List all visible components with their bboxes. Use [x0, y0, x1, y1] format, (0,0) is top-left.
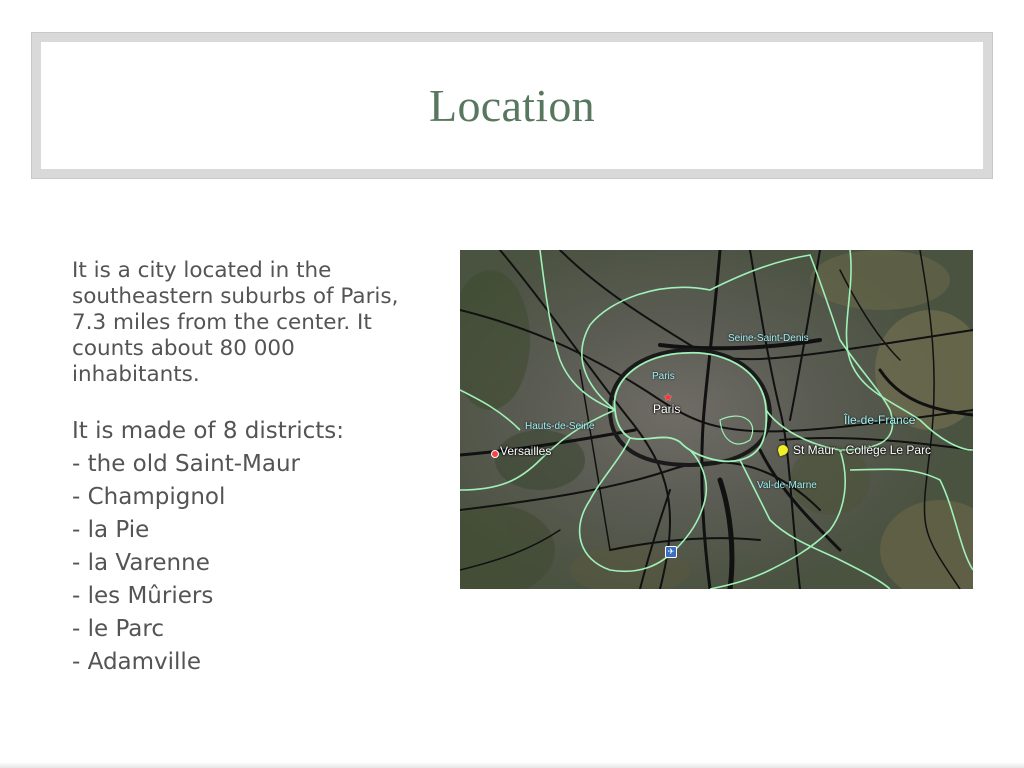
- districts-list: [72, 448, 402, 679]
- title-frame: [31, 32, 993, 179]
- slide-title: Location: [429, 80, 595, 131]
- districts-intro: It is made of 8 districts:: [72, 418, 345, 444]
- district-item: - le Parc: [72, 616, 164, 642]
- district-item: - the old Saint-Maur: [72, 451, 300, 477]
- districts-block: [72, 415, 402, 679]
- label-ile-de-france: Île-de-France: [844, 413, 916, 427]
- bottom-edge: [0, 762, 1024, 768]
- district-item: - les Mûriers: [72, 583, 214, 609]
- slide-body: [72, 258, 402, 679]
- place-dot-icon: [491, 450, 499, 458]
- description-paragraph: It is a city located in the southeastern suburbs of Paris, 7.3 miles from the center. It counts about 80 000 inhabitants.: [72, 258, 399, 387]
- airport-icon: ✈: [665, 546, 677, 558]
- star-icon: ★: [663, 392, 673, 404]
- label-hauts-de-seine: Hauts-de-Seine: [525, 421, 595, 432]
- label-paris-department: Paris: [652, 371, 675, 382]
- label-st-maur: St Maur - Collège Le Parc: [793, 443, 932, 457]
- label-val-de-marne: Val-de-Marne: [757, 480, 817, 491]
- satellite-map: [460, 250, 973, 589]
- district-item: - la Pie: [72, 517, 150, 543]
- district-item: - la Varenne: [72, 550, 210, 576]
- district-item: - Adamville: [72, 649, 201, 675]
- district-item: - Champignol: [72, 484, 226, 510]
- title-box: [41, 42, 983, 169]
- label-versailles: Versailles: [500, 444, 552, 458]
- label-seine-saint-denis: Seine-Saint-Denis: [728, 333, 809, 344]
- label-paris: Paris: [653, 402, 681, 416]
